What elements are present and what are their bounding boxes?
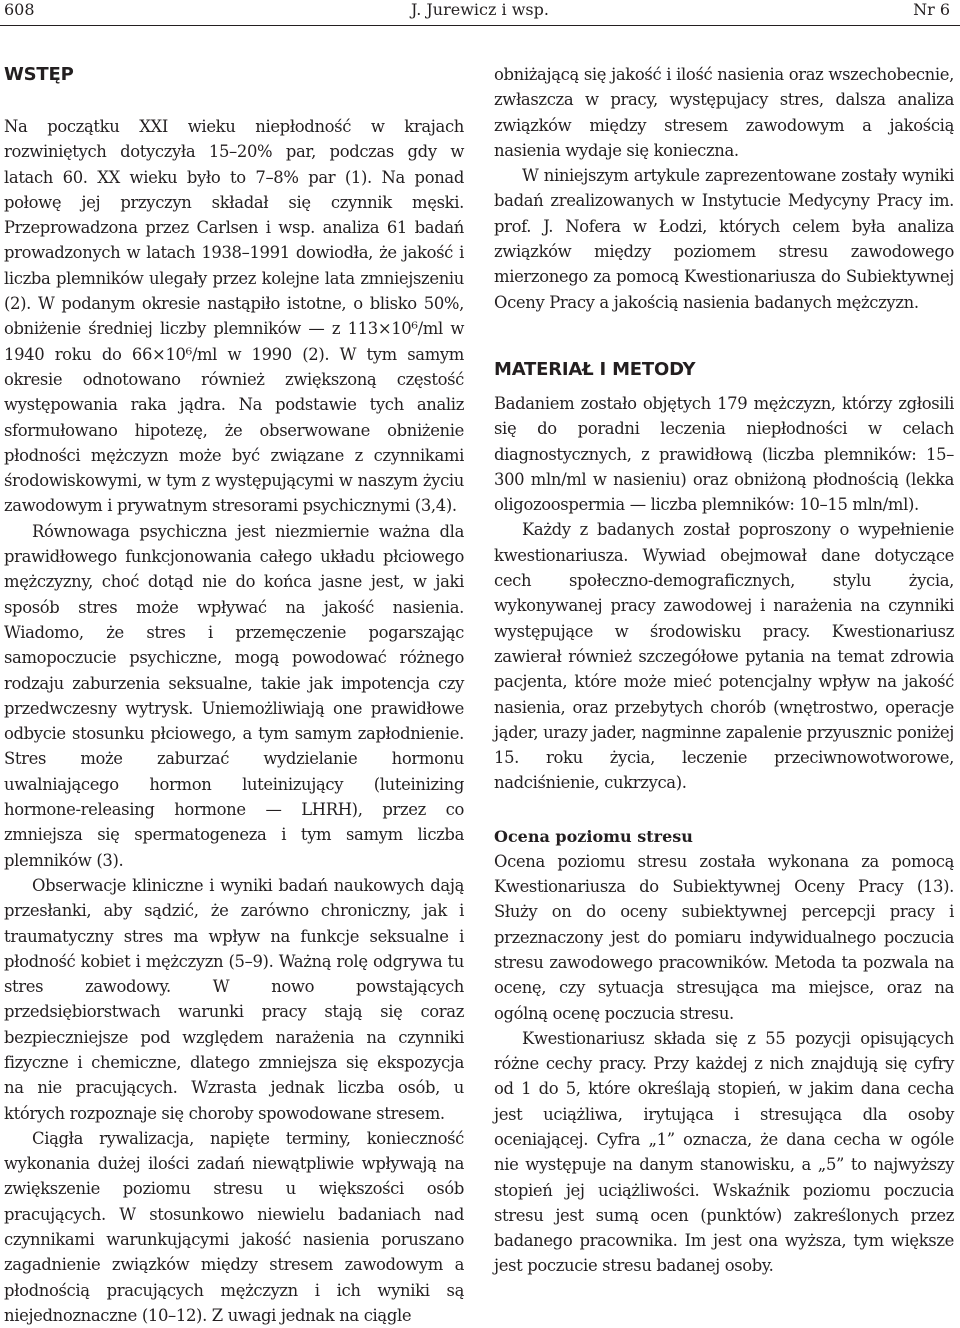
- body-paragraph: Ocena poziomu stresu została wykonana za pomocą Kwestionariusza do Subiektywnej Oceny Pracy (13). Służy on do oceny subiektywnej percepcji pracy i przeznaczony jest do pomiaru indywidualnego poczucia stresu zawodowego pracowników. Metoda ta pozwala na ocenę, czy sytuacja stresująca ma miejsce, oraz na ogólną ocenę poczucia stresu.: [494, 851, 954, 1023]
- body-paragraph: Na początku XXI wieku niepłodność w krajach rozwiniętych dotyczyła 15–20% par, podczas gdy w latach 60. XX wieku było to 7–8% par (1). Na ponad połowę jej przyczyn składał się czynnik męski. Przeprowadzona przez Carlsen i wsp. analiza 61 badań prowadzonych w latach 1938–1991 dowiodła, że jakość i liczba plemników ulegały przez kolejne lata zmniejszeniu (2). W podanym okresie nastąpiło istotne, o blisko 50%, obniżenie średniej liczby plemników — z 113×10⁶/ml w 1940 roku do 66×10⁶/ml w 1990 (2). W tym samym okresie odnotowano również zwiększoną częstość występowania raka jądra. Na podstawie tych analiz sformułowano hipotezę, że obserwowane obniżenie płodności mężczyzn może być związane z czynnikami środowiskowymi, w tym z występującymi w naszym życiu zawodowym i prywatnym stresorami psychicznymi (3,4).: [4, 117, 464, 516]
- running-authors: J. Jurewicz i wsp.: [411, 0, 549, 19]
- body-paragraph: obniżającą się jakość i ilość nasienia oraz wszechobecnie, zwłaszcza w pracy, występujacy stres, dalsza analiza związków między stresem zawodowym a jakością nasienia wydaje się konieczna.: [494, 65, 954, 160]
- section-heading-methods: MATERIAŁ I METODY: [494, 358, 696, 380]
- issue-number: Nr 6: [913, 0, 950, 19]
- subheading-stress: Ocena poziomu stresu: [494, 826, 693, 846]
- body-paragraph: Ciągła rywalizacja, napięte terminy, konieczność wykonania dużej ilości zadań niewątpliwie wpływają na zwiększenie poziomu stresu u większości osób pracujących. W stosunkowo niewielu badaniach nad czynnikami warunkującymi jakość nasienia poruszano zagadnienie związków między stresem zawodowym a płodnością pracujących mężczyzn i ich wyniki są niejednoznaczne (10–12). Z uwagi jednak na ciągle: [4, 1128, 464, 1325]
- left-column: [4, 62, 464, 1328]
- body-paragraph: Każdy z badanych został poproszony o wypełnienie kwestionariusza. Wywiad obejmował dane dotyczące cech społeczno-demograficznych, stylu życia, wykonywanej pracy zawodowej i narażenia na czynniki występujące w środowisku pracy. Kwestionariusz zawierał również szczegółowe pytania na temat zdrowia pacjenta, które może mieć potencjalny wpływ na jakość nasienia, oraz przebytych chorób (wnętrostwo, operacje jąder, urazy jader, nagminne zapalenie przyusznic poniżej 15. roku życia, leczenie przeciwnowotworowe, nadciśnienie, cukrzyca).: [494, 520, 954, 793]
- page-number: 608: [4, 0, 35, 19]
- section-heading-intro: WSTĘP: [4, 64, 74, 85]
- right-column: [494, 62, 954, 1279]
- body-paragraph: Kwestionariusz składa się z 55 pozycji opisujących różne cechy pracy. Przy każdej z nich znajdują się cyfry od 1 do 5, które określają stopień, w jakim dana cecha jest uciążliwa, irytująca i stresująca dla osoby oceniającej. Cyfra „1” oznacza, że dana cecha w ogóle nie występuje na danym stanowisku, a „5” to najwyższy stopień jej uciążliwości. Wskaźnik poziomu poczucia stresu jest sumą ocen (punktów) zakreślonych przez badanego pracownika. Im jest ona wyższa, tym większe jest poczucie stresu badanej osoby.: [494, 1028, 954, 1276]
- body-paragraph: W niniejszym artykule zaprezentowane zostały wyniki badań zrealizowanych w Instytucie Medycyny Pracy im. prof. J. Nofera w Łodzi, których celem była analiza związków między poziomem stresu zawodowego mierzonego za pomocą Kwestionariusza do Subiektywnej Oceny Pracy a jakością nasienia badanych mężczyzn.: [494, 166, 954, 312]
- body-paragraph: Równowaga psychiczna jest niezmiernie ważna dla prawidłowego funkcjonowania całego układu płciowego mężczyzny, choć dotąd nie do końca jasne jest, w jaki sposób stres może wpływać na jakość nasienia. Wiadomo, że stres i przemęczenie pogarszając samopoczucie psychiczne, mogą powodować różnego rodzaju zaburzenia seksualne, takie jak impotencja czy przedwczesny wytrysk. Uniemożliwiają one prawidłowe odbycie stosunku płciowego, a tym samym zapłodnienie. Stres może zaburzać wydzielanie hormonu uwalniającego hormon luteinizujący (luteinizing hormone-releasing hormone — LHRH), przez co zmniejsza się spermatogeneza i tym samym liczba plemników (3).: [4, 521, 464, 870]
- header-rule: [0, 25, 960, 26]
- running-header: [0, 0, 960, 26]
- body-paragraph: Obserwacje kliniczne i wyniki badań naukowych dają przesłanki, aby sądzić, że zarówno chroniczny, jak i traumatyczny stres ma wpływ na funkcje seksualne i płodność kobiet i mężczyzn (5–9). Ważną rolę odgrywa tu stres zawodowy. W nowo powstających przedsiębiorstwach warunki pracy stają się coraz bezpieczniejsze pod względem narażenia na czynniki fizyczne i chemiczne, dlatego zmniejsza się ekspozycja na nie pracujących. Wzrasta jednak liczba osób, u których rozpoznaje się choroby spowodowane stresem.: [4, 875, 464, 1123]
- body-paragraph: Badaniem zostało objętych 179 mężczyzn, którzy zgłosili się do poradni leczenia niepłodności w celach diagnostycznych, z prawidłową (liczba plemników: 15–300 mln/ml w nasieniu) oraz obniżoną płodnością (lekka oligozoospermia — liczba plemników: 10–15 mln/ml).: [494, 393, 954, 515]
